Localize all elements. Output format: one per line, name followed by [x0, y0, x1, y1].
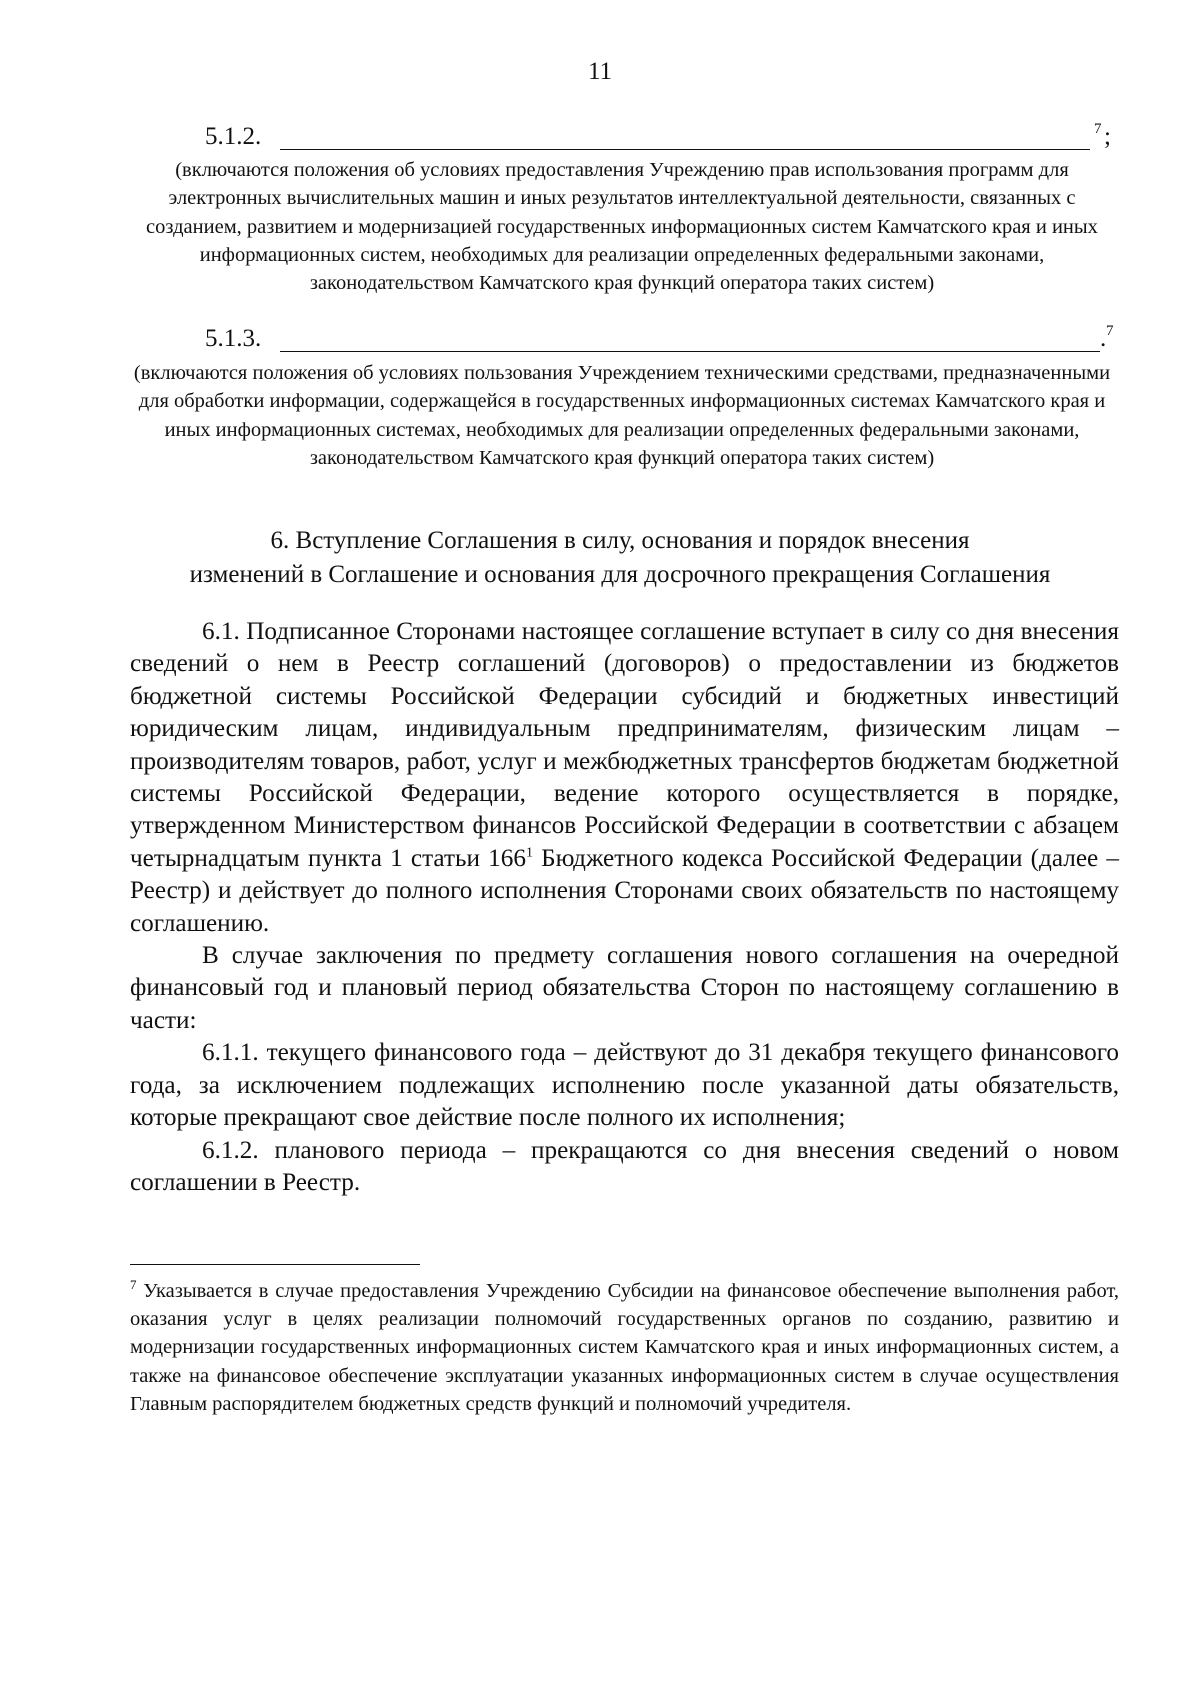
clause-512-blank [280, 124, 1090, 150]
clause-512-note: (включаются положения об условиях предоставления Учреждению прав использования программ для электронных вычислительных машин и иных результатов интеллектуальной деятельности, связанных с созданием, развитием и модернизацией государственных информационных систем Камчатского края и иных информационных систем, необходимых для реализации определенных федеральными законами, законодательством Камчатского края функций оператора таких систем) [146, 159, 1098, 295]
clause-512-terminator: ; [1104, 123, 1111, 150]
section-6-title [120, 524, 1120, 592]
clause-512-footnote-ref: 7 [1094, 121, 1102, 137]
footnote-7-mark: 7 [130, 1277, 137, 1293]
article-superscript: 1 [525, 845, 533, 861]
section-6-title-line2: изменений в Соглашение и основания для досрочного прекращения Соглашения [189, 561, 1051, 588]
paragraph-new-agreement: В случае заключения по предмету соглашения нового соглашения на очередной финансовый год и плановый период обязательства Сторон по настоящему соглашению в части: [130, 942, 1119, 1034]
clause-513-blank [280, 326, 1100, 352]
paragraph-6-1-text: 6.1. Подписанное Сторонами настоящее соглашение вступает в силу со дня внесения сведений о нем в Реестр соглашений (договоров) о предоставлении из бюджетов бюджетной системы Российской Федерации субсидий и бюджетных инвестиций юридическим лицам, индивидуальным предпринимателям, физическим лицам – производителям товаров, работ, услуг и межбюджетных трансфертов бюджетам бюджетной системы Российской Федерации, ведение которого осуществляется в порядке, утвержденном Министерством финансов Российской Федерации в соответствии с абзацем четырнадцатым пункта 1 статьи 166 [130, 618, 1119, 872]
footnote-separator [130, 1264, 420, 1265]
footnote-7-text: Указывается в случае предоставления Учреждению Субсидии на финансовое обеспечение выполнения работ, оказания услуг в целях реализации полномочий государственных органов по созданию, развитию и модернизации государственных информационных систем Камчатского края и иных информационных систем, а также на финансовое обеспечение эксплуатации указанных информационных систем в случае осуществления Главным распорядителем бюджетных средств функций и полномочий учредителя. [130, 1280, 1119, 1415]
clause-513-footnote-ref: 7 [1106, 323, 1114, 339]
paragraph-6-1 [130, 616, 1119, 940]
clause-513-note: (включаются положения об условиях пользования Учреждением техническими средствами, предназначенными для обработки информации, содержащейся в государственных информационных системах Камчатского края и иных информационных системах, необходимых для реализации определенных федеральными законами, законодательством Камчатского края функций оператора таких систем) [133, 362, 1111, 469]
section-6-body [130, 616, 1119, 1199]
clause-513-label: 5.1.3. [205, 325, 262, 352]
section-6-title-line1: 6. Вступление Соглашения в силу, основания и порядок внесения [270, 527, 970, 554]
paragraph-6-1-1: 6.1.1. текущего финансового года – действуют до 31 декабря текущего финансового года, за исключением подлежащих исполнению после указанной даты обязательств, которые прекращают свое действие после полного их исполнения; [130, 1039, 1119, 1132]
paragraph-6-1-text-cont: Бюджетного кодекса Российской Федерации (далее – Реестр) и действует до полного исполнения Сторонами своих обязательств по настоящему соглашению. [130, 844, 1120, 937]
paragraph-6-1-2: 6.1.2. планового периода – прекращаются со дня внесения сведений о новом соглашении в Реестр. [130, 1136, 1119, 1196]
footnote-7 [130, 1277, 1119, 1418]
clause-513-terminator: . [1100, 325, 1107, 352]
page-number: 11 [587, 58, 613, 85]
clause-512-label: 5.1.2. [205, 123, 262, 150]
